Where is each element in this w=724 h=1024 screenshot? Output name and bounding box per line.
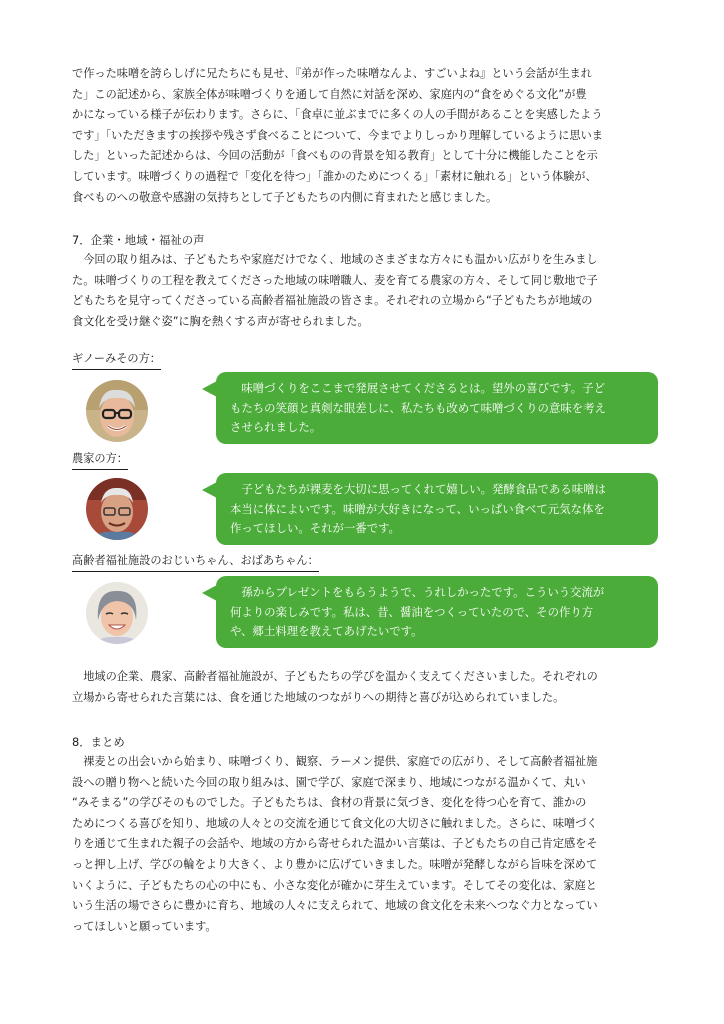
bubble-tail: [202, 381, 217, 397]
quote-line: 作ってほしい。それが一番です。: [230, 521, 400, 536]
text-line: 地域の企業、農家、高齢者福祉施設が、子どもたちの学びを温かく支えてくださいました。それぞれの: [72, 670, 598, 683]
bubble-tail: [202, 585, 217, 601]
bubble-tail: [202, 482, 217, 498]
text-line: “みそまる”の学びそのものでした。子どもたちは、食材の背景に気づき、変化を待つ心を育て、誰かの: [72, 796, 587, 810]
quote-line: させられました。: [230, 420, 322, 435]
text-line: いう生活の場でさらに豊かに育ち、地域の人々に支えられて、地域の食文化を未来へつなぐ力となってい: [72, 899, 598, 913]
section7-paragraph: [72, 250, 664, 332]
quote-bubble: [216, 576, 658, 648]
quote-line: 子どもたちが裸麦を大切に思ってくれて嬉しい。発酵食品である味噌は: [230, 482, 606, 496]
text-line: た。味噌づくりの工程を教えてくださった地域の味噌職人、麦を育てる農家の方々、そして同じ敷地で子: [72, 273, 598, 287]
quote-line: や、郷土料理を教えてあげたいです。: [230, 624, 423, 639]
avatar-farmer: [86, 478, 148, 540]
avatar-elderly-resident: [86, 582, 148, 644]
text-line: 設への贈り物へと続いた今回の取り組みは、園で学び、家庭で深まり、地域につながる温かくて、丸い: [72, 775, 586, 789]
quote-line: 何よりの楽しみです。私は、昔、醤油をつくっていたので、その作り方: [230, 604, 594, 619]
text-line: です」「いただきますの挨拶や残さず食べることについて、今までよりしっかり理解しているように思いま: [72, 128, 603, 142]
summary-paragraph: [72, 667, 664, 708]
section7-heading: 7．企業・地域・福祉の声: [72, 233, 205, 247]
quote-bubble: [216, 372, 658, 444]
text-line: 裸麦との出会いから始まり、味噌づくり、観察、ラーメン提供、家庭での広がり、そして高齢者福祉施: [72, 755, 598, 768]
text-line: ってほしいと願っています。: [72, 919, 217, 933]
quote-bubble: [216, 473, 658, 545]
text-line: りを通じて生まれた親子の会話や、地域の方から寄せられた温かい言葉は、子どもたちの自己肯定感をそ: [72, 837, 598, 851]
section8-paragraph: [72, 752, 664, 937]
text-line: ためにつくる喜びを知り、地域の人々との交流を通じて食文化の大切さに触れました。さらに、味噌づく: [72, 816, 598, 830]
text-line: 今回の取り組みは、子どもたちや家庭だけでなく、地域のさまざまな方々にも温かい広がりを生みまし: [72, 253, 598, 266]
intro-paragraph: [72, 64, 664, 208]
speaker-label: ギノーみその方：: [72, 350, 161, 370]
text-line: 食文化を受け継ぐ姿”に胸を熱くする声が寄せられました。: [72, 314, 369, 328]
text-line: 食べものへの敬意や感謝の気持ちとして子どもたちの内側に育まれたと感じました。: [72, 190, 498, 204]
text-line: かになっている様子が伝わります。さらに、「食卓に並ぶまでに多くの人の手間があることを実感したよう: [72, 108, 603, 122]
text-line: 立場から寄せられた言葉には、食を通じた地域のつながりへの期待と喜びが込められていました。: [72, 690, 565, 704]
text-line: どもたちを見守ってくださっている高齢者福祉施設の皆さま。それぞれの立場から“子どもたちが地域の: [72, 294, 593, 308]
text-line: いくように、子どもたちの心の中にも、小さな変化が確かに芽生えています。そしてその変化は、家庭と: [72, 878, 597, 892]
speaker-label: 高齢者福祉施設のおじいちゃん、おばあちゃん：: [72, 552, 319, 572]
text-line: した」といった記述からは、今回の活動が「食べものの背景を知る教育」として十分に機能したことを示: [72, 149, 598, 163]
avatar-miso-maker: [86, 380, 148, 442]
speaker-label: 農家の方：: [72, 450, 128, 470]
quote-line: 味噌づくりをここまで発展させてくださるとは。望外の喜びです。子ど: [230, 381, 605, 395]
text-line: しています。味噌づくりの過程で「変化を待つ」「誰かのためにつくる」「素材に触れる」という体験が、: [72, 169, 597, 183]
section8-heading: 8．まとめ: [72, 735, 125, 749]
text-line: で作った味噌を誇らしげに兄たちにも見せ、『弟が作った味噌なんよ、すごいよね』という会話が生まれ: [72, 67, 592, 80]
quote-line: もたちの笑顔と真剣な眼差しに、私たちも改めて味噌づくりの意味を考え: [230, 400, 606, 415]
quote-line: 孫からプレゼントをもらうようで、うれしかったです。こういう交流が: [230, 585, 605, 599]
text-line: た」この記述から、家族全体が味噌づくりを通して自然に対話を深め、家庭内の“食をめぐる文化”が豊: [72, 87, 587, 101]
quote-line: 本当に体によいです。味噌が大好きになって、いっぱい食べて元気な体を: [230, 501, 605, 516]
text-line: っと押し上げ、学びの輪をより大きく、より豊かに広げていきました。味噌が発酵しながら旨味を深めて: [72, 857, 598, 871]
